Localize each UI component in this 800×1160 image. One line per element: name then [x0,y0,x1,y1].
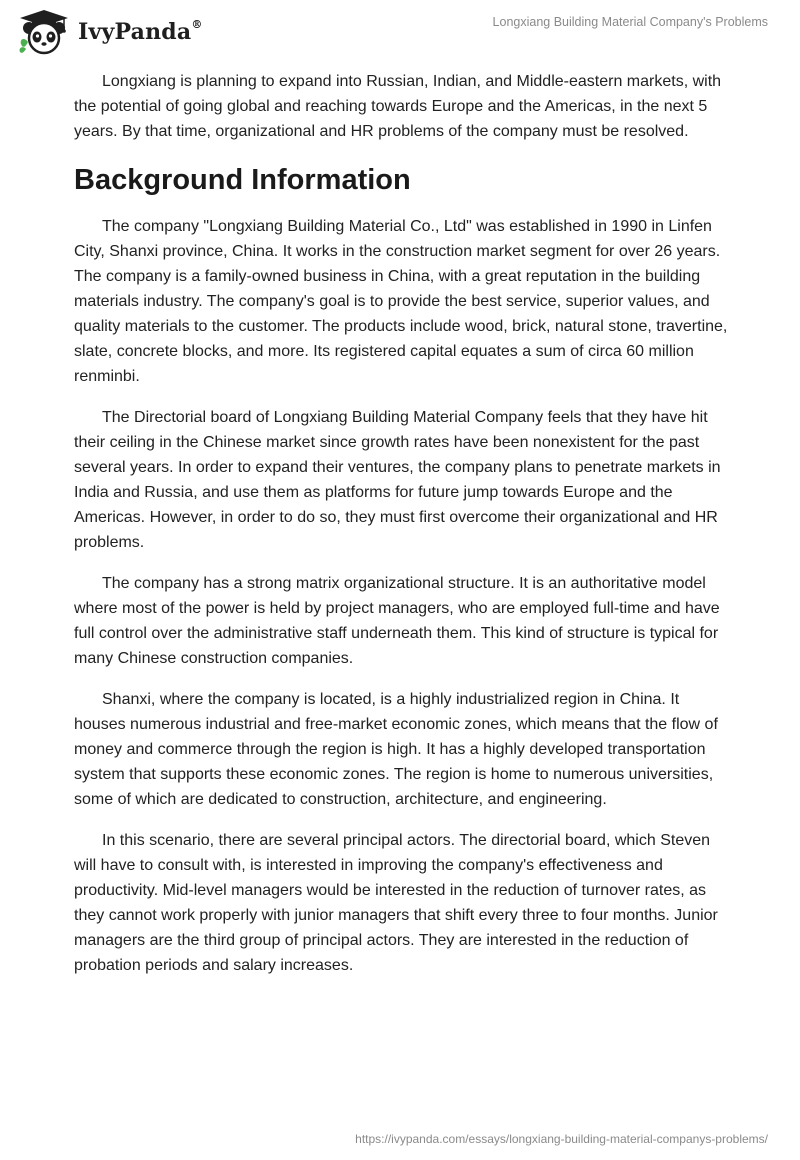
ivypanda-logo[interactable] [16,8,203,56]
body-paragraph: Shanxi, where the company is located, is a highly industrialized region in China. It houses numerous industrial and free-market economic zones, which means that the flow of money and commerce through the region is high. It has a highly developed transportation system that supports these economic zones. The region is home to numerous universities, some of which are dedicated to construction, architecture, and engineering. [74,691,718,808]
source-url[interactable]: https://ivypanda.com/essays/longxiang-building-material-companys-problems/ [355,1132,768,1146]
body-paragraph: The company has a strong matrix organizational structure. It is an authoritative model where most of the power is held by project managers, who are employed full-time and have full control over the administrative staff underneath them. This kind of structure is typical for many Chinese construction companies. [74,575,720,667]
body-paragraph: The company "Longxiang Building Material Co., Ltd" was established in 1990 in Linfen City, Shanxi province, China. It works in the construction market segment for over 26 years. The company is a family-owned business in China, with a great reputation in the building materials industry. The company's goal is to provide the best service, superior values, and quality materials to the customer. The products include wood, brick, natural stone, travertine, slate, concrete blocks, and more. Its registered capital equates a sum of circa 60 million renminbi. [74,218,728,385]
essay-body [74,69,730,994]
registered-mark: ® [191,17,203,31]
section-heading: Background Information [74,164,411,196]
brand-name: IvyPanda® [78,17,203,45]
panda-graduate-icon [16,8,72,56]
intro-paragraph: Longxiang is planning to expand into Russian, Indian, and Middle-eastern markets, with the potential of going global and reaching towards Europe and the Americas, in the next 5 years. By that time, organizational and HR problems of the company must be resolved. [74,73,722,140]
page-header [0,0,800,64]
document-title: Longxiang Building Material Company's Problems [492,15,768,29]
body-paragraph: In this scenario, there are several principal actors. The directorial board, which Steven will have to consult with, is interested in improving the company's effectiveness and productivity. Mid-level managers would be interested in the reduction of turnover rates, as they cannot work properly with junior managers that shift every three to four months. Junior managers are the third group of principal actors. They are interested in the reduction of probation periods and salary increases. [74,832,718,974]
body-paragraph: The Directorial board of Longxiang Building Material Company feels that they have hit their ceiling in the Chinese market since growth rates have been nonexistent for the past several years. In order to expand their ventures, the company plans to penetrate markets in India and Russia, and use them as platforms for future jump towards Europe and the Americas. However, in order to do so, they must first overcome their organizational and HR problems. [74,409,721,551]
